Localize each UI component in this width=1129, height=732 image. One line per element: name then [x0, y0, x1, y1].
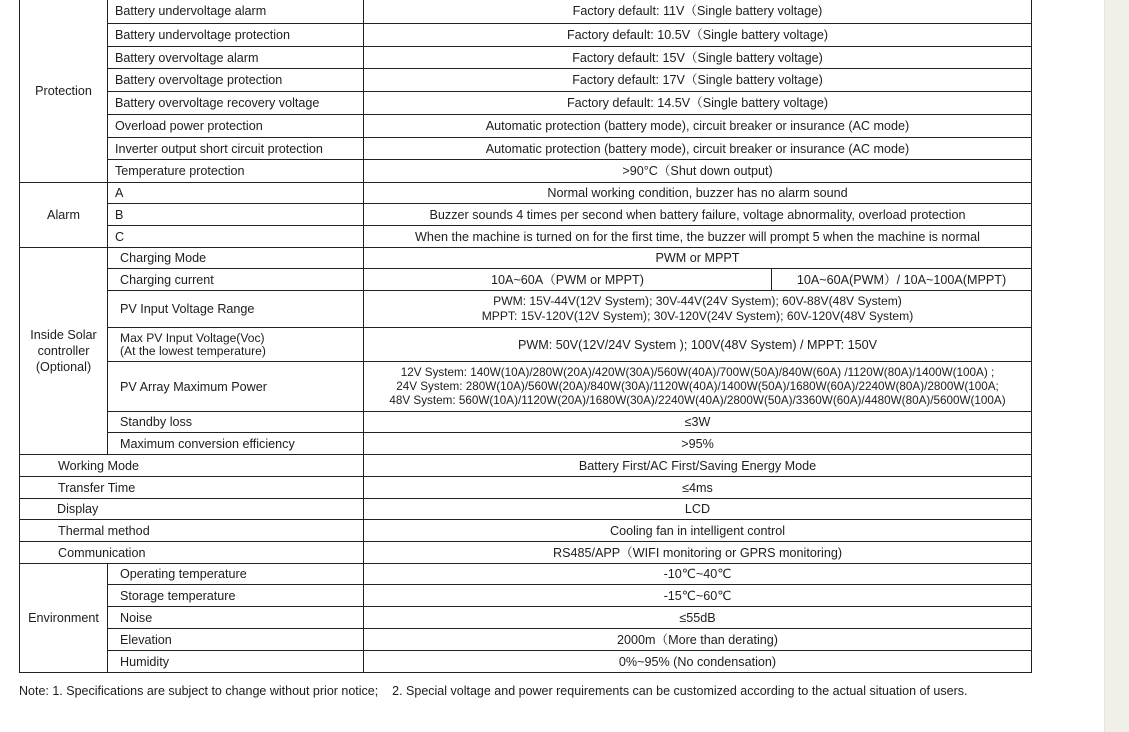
category-protection: Protection: [20, 0, 108, 183]
footnote-part-2: 2. Special voltage and power requirements can be customized according to the actual situation of users.: [392, 684, 968, 698]
spec-item: Communication: [20, 542, 364, 564]
table-row: [20, 248, 1032, 269]
item-line: (At the lowest temperature): [120, 343, 266, 358]
spec-item: Inverter output short circuit protection: [108, 138, 364, 160]
category-environment: Environment: [20, 564, 108, 673]
footnote: [19, 684, 967, 698]
table-row: [20, 291, 1032, 328]
value-line: 12V System: 140W(10A)/280W(20A)/420W(30A)/560W(40A)/700W(50A)/840W(60A) /1120W(80A)/1400W(100A) ;: [400, 365, 995, 379]
table-row: [20, 92, 1032, 115]
category-line: Inside Solar: [30, 328, 97, 342]
table-row: [20, 183, 1032, 204]
value-line: MPPT: 15V-120V(12V System); 30V-120V(24V System); 60V-120V(48V System): [481, 309, 914, 323]
spec-value-b: 10A~60A(PWM）/ 10A~100A(MPPT): [772, 269, 1032, 291]
table-row: [20, 69, 1032, 92]
spec-value: >95%: [364, 433, 1032, 455]
spec-item: Working Mode: [20, 455, 364, 477]
spec-value: Automatic protection (battery mode), circuit breaker or insurance (AC mode): [364, 115, 1032, 138]
spec-value: Normal working condition, buzzer has no alarm sound: [364, 183, 1032, 204]
spec-item: PV Input Voltage Range: [108, 291, 364, 328]
side-strip: [1104, 0, 1129, 732]
footnote-part-1: Note: 1. Specifications are subject to change without prior notice;: [19, 684, 379, 698]
spec-value: PWM: 50V(12V/24V System ); 100V(48V System) / MPPT: 150V: [364, 328, 1032, 362]
table-row: [20, 585, 1032, 607]
table-row: [20, 433, 1032, 455]
table-row: [20, 204, 1032, 226]
spec-value: ≤55dB: [364, 607, 1032, 629]
spec-value: -10℃~40℃: [364, 564, 1032, 585]
table-row: [20, 412, 1032, 433]
spec-value: RS485/APP（WIFI monitoring or GPRS monitoring): [364, 542, 1032, 564]
table-row: [20, 477, 1032, 499]
spec-value-a: 10A~60A（PWM or MPPT): [364, 269, 772, 291]
table-row: [20, 520, 1032, 542]
spec-value: Factory default: 10.5V（Single battery voltage): [364, 24, 1032, 47]
table-row: [20, 499, 1032, 520]
spec-item: Humidity: [108, 651, 364, 673]
spec-item: Temperature protection: [108, 160, 364, 183]
spec-item: Battery overvoltage alarm: [108, 47, 364, 69]
category-line: controller: [37, 344, 90, 358]
spec-value: Factory default: 17V（Single battery voltage): [364, 69, 1032, 92]
category-alarm: Alarm: [20, 183, 108, 248]
spec-value: 2000m（More than derating): [364, 629, 1032, 651]
table-row: [20, 455, 1032, 477]
spec-item: Battery undervoltage alarm: [108, 0, 364, 24]
spec-item: Battery overvoltage recovery voltage: [108, 92, 364, 115]
spec-item: Noise: [108, 607, 364, 629]
category-line: (Optional): [35, 360, 92, 374]
spec-value: ≤4ms: [364, 477, 1032, 499]
table-row: [20, 24, 1032, 47]
spec-value: -15℃~60℃: [364, 585, 1032, 607]
table-row: [20, 269, 1032, 291]
table-row: [20, 328, 1032, 362]
spec-item: Battery undervoltage protection: [108, 24, 364, 47]
spec-value: Buzzer sounds 4 times per second when battery failure, voltage abnormality, overload protection: [364, 204, 1032, 226]
spec-value: ≤3W: [364, 412, 1032, 433]
spec-value: Automatic protection (battery mode), circuit breaker or insurance (AC mode): [364, 138, 1032, 160]
spec-item: Thermal method: [20, 520, 364, 542]
table-row: [20, 651, 1032, 673]
category-solar-controller: [20, 248, 108, 455]
spec-item: Maximum conversion efficiency: [108, 433, 364, 455]
spec-item: Charging current: [108, 269, 364, 291]
spec-value: [364, 362, 1032, 412]
table-row: [20, 629, 1032, 651]
spec-item: PV Array Maximum Power: [108, 362, 364, 412]
spec-item: Elevation: [108, 629, 364, 651]
value-line: PWM: 15V-44V(12V System); 30V-44V(24V System); 60V-88V(48V System): [493, 294, 902, 308]
spec-item: C: [108, 226, 364, 248]
spec-item: Display: [20, 499, 364, 520]
spec-item: Charging Mode: [108, 248, 364, 269]
spec-value: PWM or MPPT: [364, 248, 1032, 269]
spec-value: >90°C（Shut down output): [364, 160, 1032, 183]
spec-value: Factory default: 15V（Single battery voltage): [364, 47, 1032, 69]
spec-value: Factory default: 14.5V（Single battery voltage): [364, 92, 1032, 115]
table-row: [20, 362, 1032, 412]
spec-item: [108, 328, 364, 362]
table-row: [20, 160, 1032, 183]
table-row: [20, 542, 1032, 564]
spec-value: Cooling fan in intelligent control: [364, 520, 1032, 542]
value-line: 48V System: 560W(10A)/1120W(20A)/1680W(30A)/2240W(40A)/2800W(50A)/3360W(60A)/4480W(80A)/5600W(100A): [389, 393, 1006, 407]
table-row: [20, 564, 1032, 585]
spec-item: B: [108, 204, 364, 226]
spec-item: Overload power protection: [108, 115, 364, 138]
spec-value: Battery First/AC First/Saving Energy Mode: [364, 455, 1032, 477]
table-row: [20, 226, 1032, 248]
value-line: 24V System: 280W(10A)/560W(20A)/840W(30A)/1120W(40A)/1400W(50A)/1680W(60A)/2240W(80A)/2800W(100A;: [396, 379, 999, 393]
item-line: Max PV Input Voltage(Voc): [120, 330, 265, 345]
spec-table: [19, 0, 1032, 673]
table-row: [20, 115, 1032, 138]
spec-item: Operating temperature: [108, 564, 364, 585]
spec-item: Standby loss: [108, 412, 364, 433]
spec-value: When the machine is turned on for the first time, the buzzer will prompt 5 when the machine is normal: [364, 226, 1032, 248]
spec-value: LCD: [364, 499, 1032, 520]
spec-item: Transfer Time: [20, 477, 364, 499]
table-row: [20, 138, 1032, 160]
spec-item: Storage temperature: [108, 585, 364, 607]
spec-value: 0%~95% (No condensation): [364, 651, 1032, 673]
spec-item: A: [108, 183, 364, 204]
spec-value: Factory default: 11V（Single battery voltage): [364, 0, 1032, 24]
table-row: [20, 607, 1032, 629]
spec-item: Battery overvoltage protection: [108, 69, 364, 92]
spec-value: [364, 291, 1032, 328]
table-row: [20, 47, 1032, 69]
table-row: [20, 0, 1032, 24]
